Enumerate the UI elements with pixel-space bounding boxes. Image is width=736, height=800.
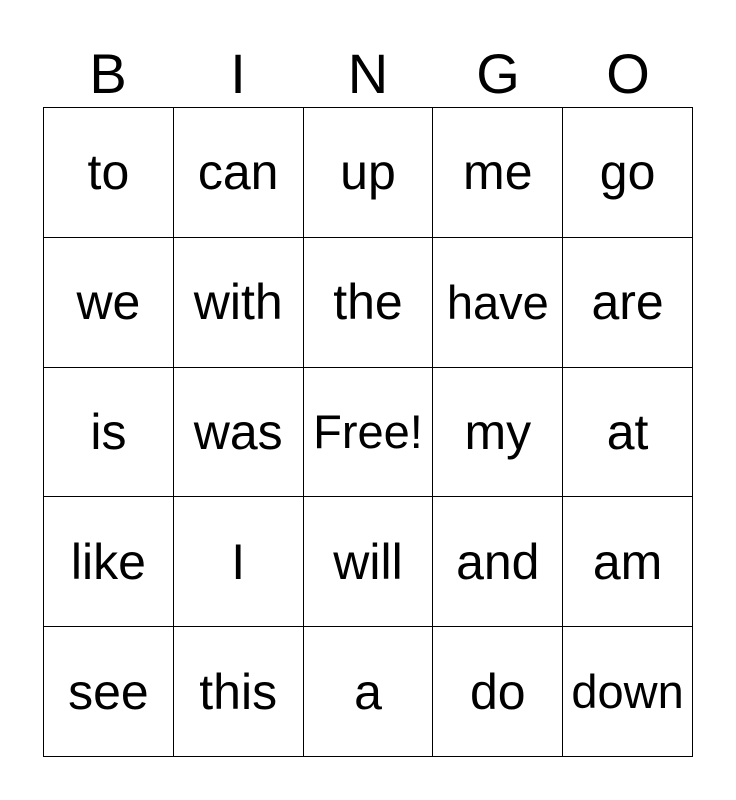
header-letter-o: O [606,42,650,105]
bingo-cell[interactable] [563,238,693,368]
cell-word: this [199,663,278,720]
free-space-cell[interactable] [304,368,434,498]
cell-word: to [87,144,130,201]
bingo-cell[interactable] [44,497,174,627]
cell-word: like [70,533,146,590]
bingo-cell[interactable] [563,368,693,498]
cell-word: the [333,274,403,331]
cell-word: a [354,663,382,720]
bingo-cell[interactable] [433,108,563,238]
bingo-cell[interactable] [44,108,174,238]
header-letter-i: I [230,42,246,105]
bingo-cell[interactable] [433,238,563,368]
cell-word: I [231,533,246,590]
bingo-cell[interactable] [433,368,563,498]
cell-word: down [571,665,684,719]
header-letter-n: N [347,42,389,105]
bingo-cell[interactable] [304,238,434,368]
cell-word: see [68,663,149,720]
free-space-label: Free! [313,405,423,459]
cell-word: my [464,403,532,460]
bingo-cell[interactable] [44,627,174,757]
bingo-cell[interactable] [174,238,304,368]
cell-word: are [591,274,664,331]
cell-word: have [446,275,549,329]
bingo-cell[interactable] [174,497,304,627]
cell-word: and [456,533,540,590]
cell-word: we [76,274,141,331]
cell-word: is [90,403,127,460]
cell-word: with [193,274,283,331]
bingo-cell[interactable] [174,368,304,498]
cell-word: me [463,144,533,201]
bingo-cell[interactable] [563,627,693,757]
cell-word: can [197,144,279,201]
bingo-cell[interactable] [304,108,434,238]
cell-word: was [193,403,283,460]
cell-word: up [340,144,396,201]
bingo-cell[interactable] [174,627,304,757]
bingo-cell[interactable] [304,627,434,757]
bingo-card-grid [43,107,693,757]
bingo-cell[interactable] [304,497,434,627]
cell-word: do [469,663,526,720]
header-letter-g: G [476,42,520,105]
bingo-cell[interactable] [433,497,563,627]
cell-word: am [592,533,663,590]
bingo-header [43,40,693,108]
cell-word: will [333,533,403,590]
header-letter-b: B [89,42,127,105]
bingo-cell[interactable] [563,108,693,238]
bingo-cell[interactable] [174,108,304,238]
cell-word: at [606,403,649,460]
bingo-cell[interactable] [44,368,174,498]
bingo-cell[interactable] [563,497,693,627]
cell-word: go [599,144,656,201]
bingo-cell[interactable] [44,238,174,368]
bingo-cell[interactable] [433,627,563,757]
